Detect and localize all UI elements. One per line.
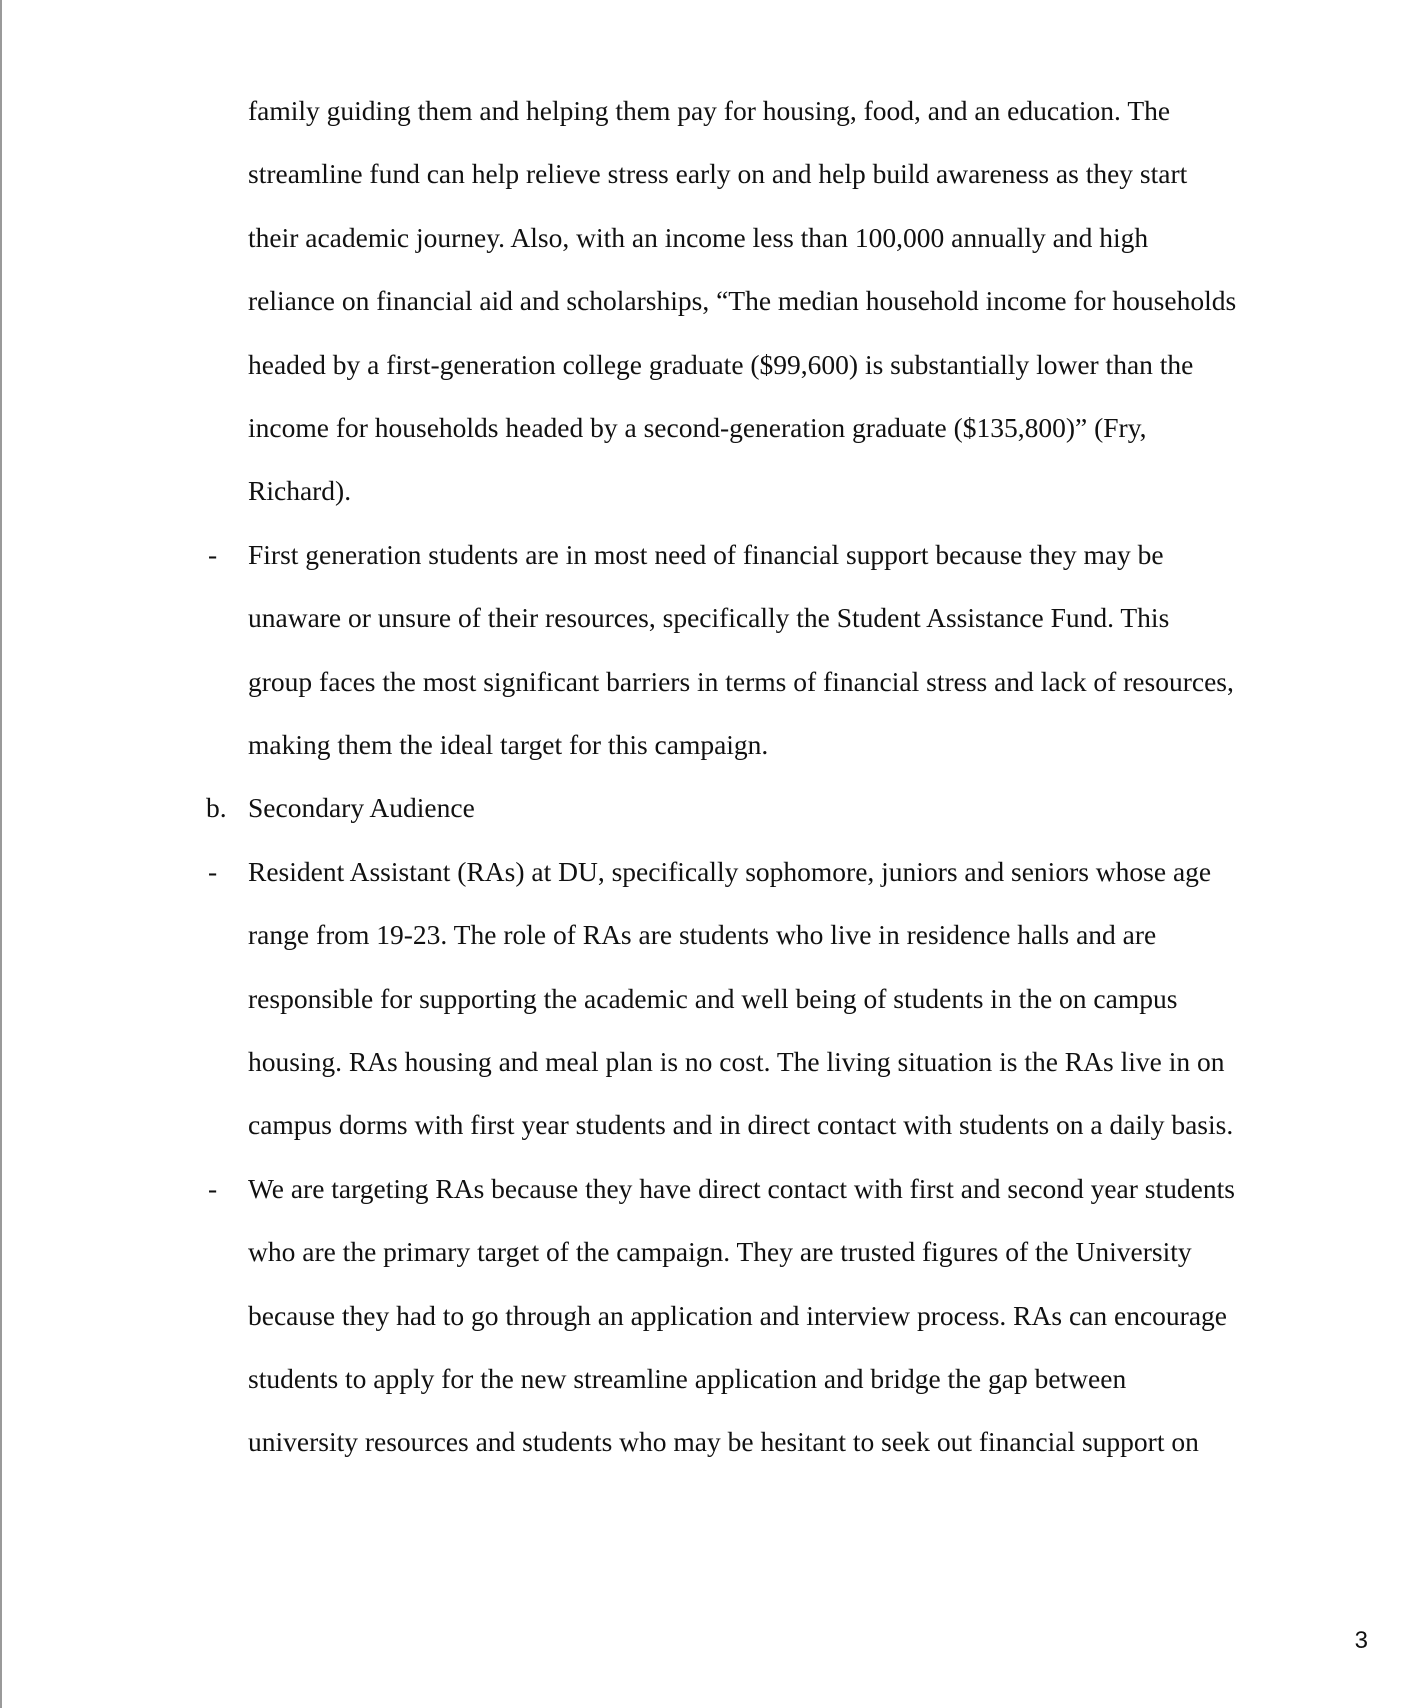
body-text-line: because they had to go through an application and interview process. RAs can encourage (248, 1299, 1227, 1331)
body-text-line: First generation students are in most need of financial support because they may be (248, 538, 1164, 570)
body-text-line: campus dorms with first year students and in direct contact with students on a daily basis. (248, 1109, 1234, 1141)
body-text-line: group faces the most significant barriers in terms of financial stress and lack of resources, (248, 665, 1234, 697)
section-heading: Secondary Audience (248, 792, 475, 824)
body-text-line: range from 19-23. The role of RAs are students who live in residence halls and are (248, 919, 1157, 951)
bullet-dash: - (208, 1172, 218, 1204)
body-text-line: reliance on financial aid and scholarships, “The median household income for households (248, 285, 1237, 317)
body-text-line: their academic journey. Also, with an income less than 100,000 annually and high (248, 221, 1149, 253)
body-text-line: who are the primary target of the campaign. They are trusted figures of the University (248, 1236, 1192, 1268)
page-number: 3 (1354, 1627, 1368, 1654)
body-text-line: unaware or unsure of their resources, specifically the Student Assistance Fund. This (248, 602, 1170, 634)
list-letter: b. (206, 792, 227, 824)
body-text-line: income for households headed by a second-generation graduate ($135,800)” (Fry, (248, 412, 1147, 443)
body-text-line: making them the ideal target for this campaign. (248, 729, 769, 760)
body-text-line: Richard). (248, 475, 352, 507)
body-text-line: Resident Assistant (RAs) at DU, specifically sophomore, juniors and seniors whose age (248, 855, 1212, 887)
body-text-line: family guiding them and helping them pay for housing, food, and an education. The (248, 95, 1171, 126)
body-text-line: We are targeting RAs because they have direct contact with first and second year students (248, 1172, 1235, 1204)
bullet-dash: - (208, 855, 218, 887)
body-text-line: students to apply for the new streamline application and bridge the gap between (248, 1363, 1127, 1394)
body-text-line: housing. RAs housing and meal plan is no cost. The living situation is the RAs live in on (248, 1046, 1225, 1077)
body-text-line: responsible for supporting the academic and well being of students in the on campus (248, 982, 1178, 1014)
body-text-line: headed by a first-generation college graduate ($99,600) is substantially lower than the (248, 348, 1194, 380)
body-text-line: streamline fund can help relieve stress early on and help build awareness as they start (248, 158, 1188, 190)
body-text-line: university resources and students who may be hesitant to seek out financial support on (248, 1426, 1199, 1458)
bullet-dash: - (208, 538, 218, 570)
